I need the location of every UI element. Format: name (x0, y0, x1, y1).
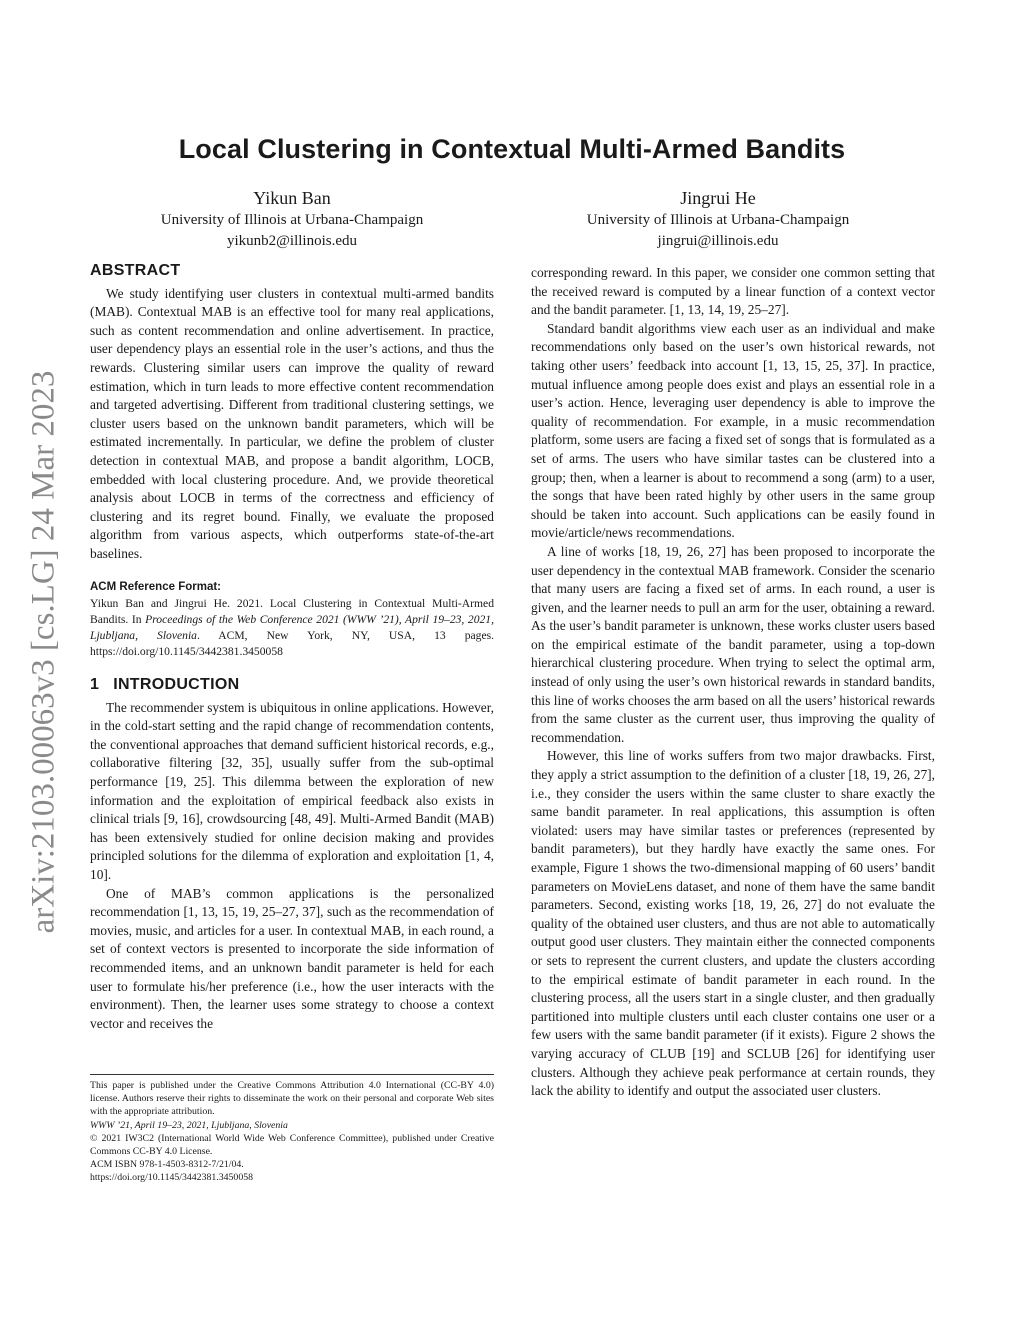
author-email: yikunb2@illinois.edu (226, 233, 358, 249)
author-block-1 (82, 186, 502, 252)
acm-venue: Proceedings of the Web Conference 2021 (WWW ’21), April 19–23, 2021, Ljubljana, Slovenia (90, 613, 494, 643)
author-affiliation: University of Illinois at Urbana-Champaign (160, 212, 424, 228)
acm-citation-end: . ACM, New York, NY, USA, 13 pages. https://doi.org/10.1145/3442381.3450058 (90, 629, 494, 659)
paper-title: Local Clustering in Contextual Multi-Armed Bandits (178, 134, 846, 164)
acm-citation (90, 596, 494, 660)
intro-paragraph-5: However, this line of works suffers from two major drawbacks. First, they apply a strict assumption to the definition of a cluster [18, 19, 26, 27], i.e., they consider the users within the same cluster to share exactly the same bandit parameter. In real applications, this assumption is often violated: users may have similar tastes or preferences (represented by bandit parameters), but they hardly have exactly the same ones. For example, Figure 1 shows the two-dimensional mapping of 60 users’ bandit parameters on MovieLens dataset, and none of them have the same bandit parameters. Second, existing works [18, 19, 26, 27] do not evaluate the quality of the obtained user clusters, and thus are not able to automatically output good user clusters. They maintain either the connected components or sets to represent the current clusters, and update the clusters according to the empirical estimate of bandit parameter in each round. In the clustering process, all the users start in a single cluster, and then gradually partitioned into multiple clusters until each cluster contains one user or a few users with the same bandit parameter (if it exists). Figure 2 shows the varying accuracy of CLUB [19] and SCLUB [26] for identifying user clusters. Although they achieve peak performance at certain rounds, they lack the ability to identify and output the associated user clusters. (531, 748, 935, 1099)
intro-continuation: corresponding reward. In this paper, we consider one common setting that the received reward is computed by a linear function of a context vector and the bandit parameter. [1, 13, 14, 19, 25–27]. (531, 265, 935, 318)
author-name: Yikun Ban (253, 188, 331, 208)
intro-paragraph-2: One of MAB’s common applications is the personalized recommendation [1, 13, 15, 19, 25–27, 37], such as the recommendation of movies, music, and articles for a user. In contextual MAB, in each round, a set of context vectors is presented to incorporate the side information of recommended items, and an unknown bandit parameter is held for each user to formulate his/her preference (i.e., how the user interacts with the environment). Then, the learner uses some strategy to choose a context vector and receives the (90, 885, 494, 1031)
left-column (90, 262, 494, 1033)
footnote (90, 1074, 494, 1185)
author-name: Jingrui He (680, 188, 756, 208)
intro-paragraph-1: The recommender system is ubiquitous in online applications. However, in the cold-start setting and the rapid change of recommendation contents, the conventional approaches that demand sufficient historical records, e.g., collaborative filtering [32, 35], usually suffer from the sub-optimal performance [19, 25]. This dilemma between the exploration of new information and the exploitation of empirical feedback also exists in clinical trials [9, 16], crowdsourcing [48, 49]. Multi-Armed Bandit (MAB) has been extensively studied for online decision making and provides principled solutions for the dilemma of exploration and exploitation [1, 4, 10]. (90, 699, 494, 883)
footnote-isbn: ACM ISBN 978-1-4503-8312-7/21/04. (90, 1159, 244, 1171)
abstract-text: We study identifying user clusters in contextual multi-armed bandits (MAB). Contextual MAB is an effective tool for many real applications, such as content recommendation and online advertisement. In practice, user dependency plays an essential role in the user’s actions, and thus the rewards. Clustering similar users can improve the quality of reward estimation, which in turn leads to more effective content recommendation and targeted advertising. Different from traditional clustering settings, we cluster users based on the unknown bandit parameters, which will be estimated incrementally. In particular, we define the problem of cluster detection in contextual MAB, and propose a bandit algorithm, LOCB, embedded with local clustering procedure. And, we provide theoretical analysis about LOCB in terms of the correctness and efficiency of clustering and its regret bound. Finally, we evaluate the proposed algorithm from various aspects, which outperforms state-of-the-art baselines. (90, 285, 494, 561)
arxiv-id-text: arXiv:2103.00063v3 [cs.LG] 24 Mar 2023 (25, 370, 62, 934)
acm-citation-start: Yikun Ban and Jingrui He. 2021. Local Clustering in Contextual Multi-Armed Bandits. In (90, 597, 494, 627)
intro-paragraph-3: Standard bandit algorithms view each user as an individual and make recommendations only based on the user’s own historical rewards, not taking other users’ feedback into account [1, 13, 15, 25, 37]. In practice, mutual influence among people does exist and plays an essential role in a user’s action. Hence, leveraging user dependency is able to improve the quality of recommendation. For example, in a music recommendation platform, some users are facing a fixed set of songs that is formulated as a set of arms. The users who have similar tastes can be clustered into a group; then, when a learner is about to recommend a song (arm) to a user, the songs that have been rated highly by other users in the same group should be taken into account. Such applications can be easily found in movie/article/news recommendations. (531, 320, 935, 541)
footnote-copyright: © 2021 IW3C2 (International World Wide Web Conference Committee), published under Creative Commons CC-BY 4.0 License. (90, 1132, 494, 1158)
abstract-heading: ABSTRACT (90, 262, 181, 279)
footnote-license: This paper is published under the Creative Commons Attribution 4.0 International (CC-BY 4.0) license. Authors reserve their rights to disseminate the work on their personal and corporate Web sites with the appropriate attribution. (90, 1080, 494, 1118)
author-email: jingrui@illinois.edu (657, 233, 779, 249)
footnote-rule (90, 1074, 494, 1075)
footnote-conference-text: WWW ’21, April 19–23, 2021, Ljubljana, Slovenia (90, 1119, 288, 1131)
section-title: INTRODUCTION (113, 676, 240, 694)
footnote-conference (90, 1119, 494, 1132)
footnote-doi[interactable]: https://doi.org/10.1145/3442381.3450058 (90, 1172, 254, 1184)
right-column (531, 264, 935, 1101)
author-affiliation: University of Illinois at Urbana-Champaign (586, 212, 850, 228)
acm-format-heading: ACM Reference Format: (90, 580, 221, 593)
intro-paragraph-4: A line of works [18, 19, 26, 27] has been proposed to incorporate the user dependency in the contextual MAB framework. Consider the scenario that many users are facing a fixed set of arms. In each round, a user is given, and the learner needs to pull an arm for the user, obtaining a reward. As the user’s bandit parameter is unknown, these works cluster users based on the empirical estimate of the bandit parameter, using a top-down hierarchical clustering procedure. When trying to select the optimal arm, instead of only using the user’s own historical rewards in standard bandits, this line of works chooses the arm based on all the users’ historical rewards from the same cluster as the current user, thus improving the quality of recommendation. (531, 543, 935, 745)
arxiv-identifier-stamp (0, 0, 72, 1325)
introduction-heading (90, 676, 494, 695)
section-number: 1 (90, 676, 100, 694)
author-block-2 (508, 186, 928, 252)
